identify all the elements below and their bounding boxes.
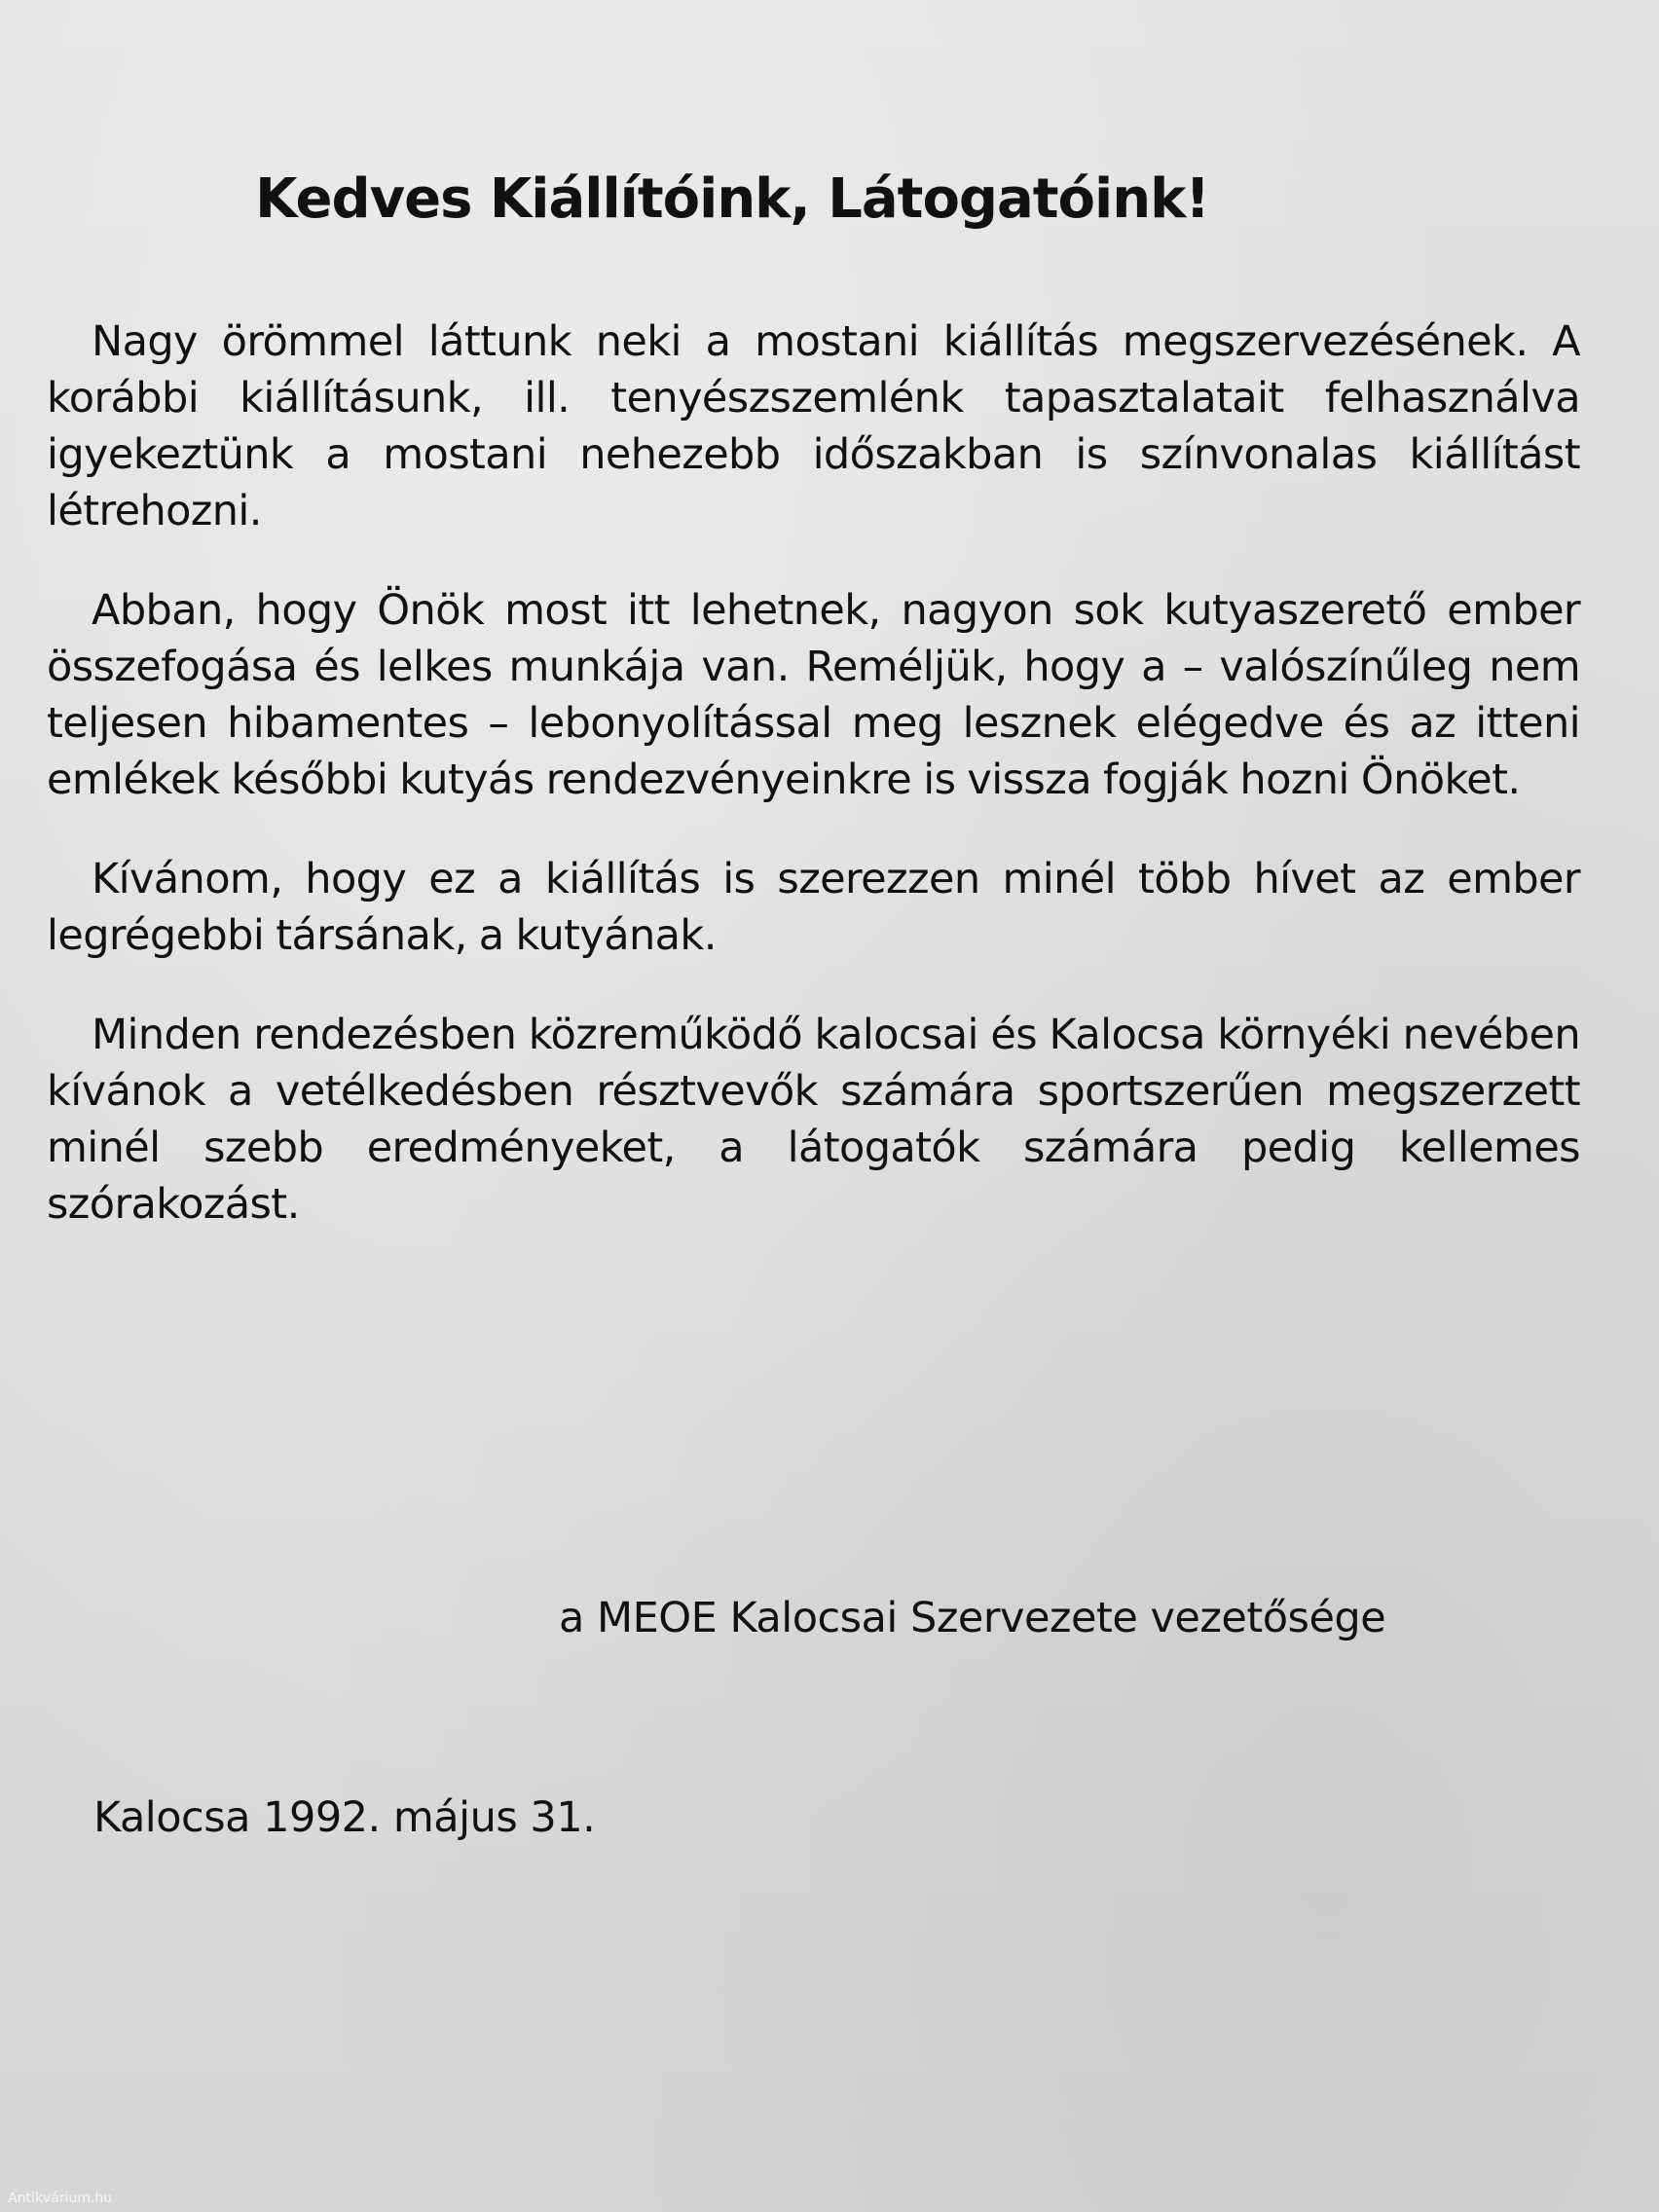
letter-body (47, 313, 1580, 1275)
paragraph-3: Kívánom, hogy ez a kiállítás is szerezzen minél több hívet az ember legrégebbi társának, a kutyának. (47, 855, 1580, 960)
watermark: Antikvárium.hu (8, 2191, 113, 2206)
signature: a MEOE Kalocsai Szervezete vezetősége (559, 1594, 1386, 1642)
paragraph-4: Minden rendezésben közreműködő kalocsai és Kalocsa környéki nevében kívánok a vetélkedésben résztvevők számára sportszerűen megszerzett minél szebb eredményeket, a látogatók számára pedig kellemes szórakozást. (47, 1011, 1580, 1229)
paragraph-1: Nagy örömmel láttunk neki a mostani kiállítás megszervezésének. A korábbi kiállításunk, ill. tenyészszemlénk tapasztalatait felhasználva igyekeztünk a mostani nehezebb időszakban is színvonalas kiállítást létrehozni. (47, 317, 1580, 535)
paragraph-2: Abban, hogy Önök most itt lehetnek, nagyon sok kutyaszerető ember összefogása és lelkes munkája van. Reméljük, hogy a – valószínűleg nem teljesen hibamentes – lebonyolítással meg lesznek elégedve és az itteni emlékek későbbi kutyás rendezvényeinkre is vissza fogják hozni Önöket. (47, 586, 1580, 804)
place-and-date: Kalocsa 1992. május 31. (93, 1793, 596, 1842)
document-title: Kedves Kiállítóink, Látogatóink! (255, 167, 1209, 231)
